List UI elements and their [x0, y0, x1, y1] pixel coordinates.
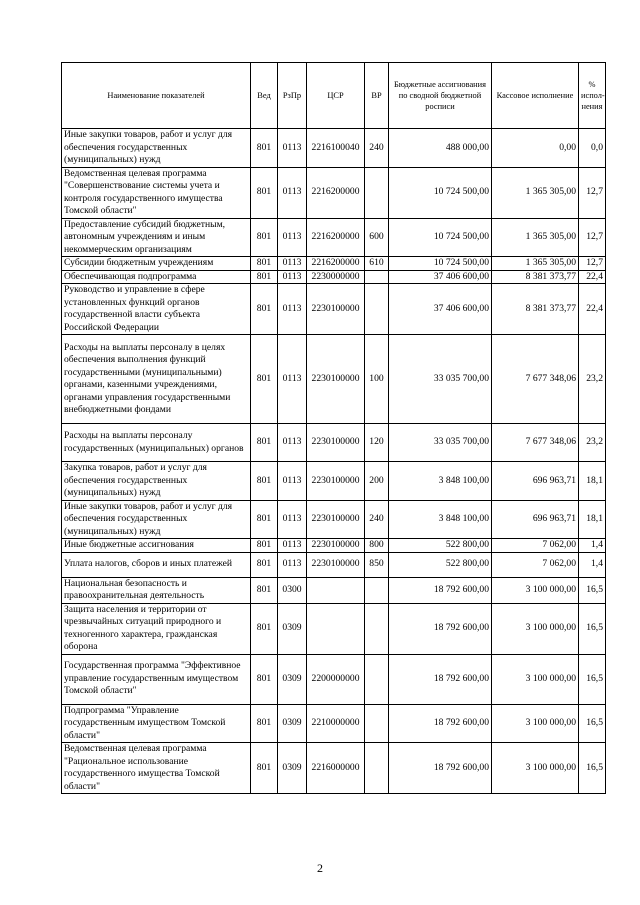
cell-ved: 801 — [251, 577, 278, 603]
header-budget: Бюджетные ассигнования по сводной бюджетной росписи — [389, 63, 492, 129]
cell-rzpr: 0113 — [278, 270, 307, 284]
cell-pct: 1,4 — [579, 552, 606, 577]
cell-vr — [365, 704, 389, 743]
cell-vr — [365, 743, 389, 794]
cell-csr: 2216200000 — [307, 257, 365, 271]
table-row — [62, 654, 606, 704]
cell-budget: 10 724 500,00 — [389, 218, 492, 257]
cell-vr: 800 — [365, 539, 389, 553]
cell-ved: 801 — [251, 552, 278, 577]
cell-cash: 7 062,00 — [492, 552, 579, 577]
cell-ved: 801 — [251, 129, 278, 168]
cell-name: Уплата налогов, сборов и иных платежей — [62, 552, 251, 577]
cell-vr: 100 — [365, 335, 389, 424]
cell-budget: 37 406 600,00 — [389, 284, 492, 335]
cell-name: Государственная программа "Эффективное управление государственным имуществом Томской области" — [62, 654, 251, 704]
cell-ved: 801 — [251, 284, 278, 335]
cell-name: Иные закупки товаров, работ и услуг для обеспечения государственных (муниципальных) нужд — [62, 129, 251, 168]
cell-name: Предоставление субсидий бюджетным, автономным учреждениям и иным некоммерческим организациям — [62, 218, 251, 257]
cell-budget: 33 035 700,00 — [389, 424, 492, 462]
cell-pct: 16,5 — [579, 704, 606, 743]
cell-name: Защита населения и территории от чрезвычайных ситуаций природного и техногенного характера, гражданская оборона — [62, 603, 251, 654]
header-cash: Кассовое исполнение — [492, 63, 579, 129]
cell-pct: 16,5 — [579, 603, 606, 654]
cell-cash: 3 100 000,00 — [492, 704, 579, 743]
cell-ved: 801 — [251, 167, 278, 218]
cell-vr: 610 — [365, 257, 389, 271]
cell-cash: 0,00 — [492, 129, 579, 168]
cell-vr — [365, 270, 389, 284]
cell-budget: 488 000,00 — [389, 129, 492, 168]
header-name: Наименование показателей — [62, 63, 251, 129]
table-row — [62, 218, 606, 257]
cell-rzpr: 0309 — [278, 704, 307, 743]
cell-cash: 7 062,00 — [492, 539, 579, 553]
cell-rzpr: 0113 — [278, 257, 307, 271]
cell-cash: 7 677 348,06 — [492, 335, 579, 424]
cell-budget: 18 792 600,00 — [389, 743, 492, 794]
cell-csr: 2230100000 — [307, 462, 365, 501]
table-row — [62, 462, 606, 501]
header-pct: % испол- нения — [579, 63, 606, 129]
cell-cash: 3 100 000,00 — [492, 577, 579, 603]
table-row — [62, 743, 606, 794]
table-row — [62, 335, 606, 424]
cell-csr: 2230100000 — [307, 539, 365, 553]
page-number: 2 — [317, 861, 323, 875]
cell-name: Субсидии бюджетным учреждениям — [62, 257, 251, 271]
cell-ved: 801 — [251, 704, 278, 743]
cell-vr: 240 — [365, 129, 389, 168]
table-row — [62, 167, 606, 218]
table-row — [62, 552, 606, 577]
cell-budget: 33 035 700,00 — [389, 335, 492, 424]
cell-ved: 801 — [251, 257, 278, 271]
cell-csr: 2200000000 — [307, 654, 365, 704]
cell-vr — [365, 284, 389, 335]
cell-csr: 2230000000 — [307, 270, 365, 284]
cell-budget: 10 724 500,00 — [389, 257, 492, 271]
table-row — [62, 603, 606, 654]
cell-vr — [365, 167, 389, 218]
cell-vr: 850 — [365, 552, 389, 577]
cell-vr — [365, 577, 389, 603]
cell-pct: 22,4 — [579, 270, 606, 284]
cell-pct: 12,7 — [579, 167, 606, 218]
cell-csr: 2216000000 — [307, 743, 365, 794]
cell-pct: 22,4 — [579, 284, 606, 335]
cell-csr: 2216200000 — [307, 218, 365, 257]
table-header-row — [62, 63, 606, 129]
cell-rzpr: 0113 — [278, 539, 307, 553]
cell-rzpr: 0113 — [278, 335, 307, 424]
table-row — [62, 424, 606, 462]
header-rzpr: РзПр — [278, 63, 307, 129]
cell-pct: 23,2 — [579, 335, 606, 424]
cell-cash: 1 365 305,00 — [492, 167, 579, 218]
cell-rzpr: 0309 — [278, 603, 307, 654]
cell-csr: 2216100040 — [307, 129, 365, 168]
cell-name: Закупка товаров, работ и услуг для обеспечения государственных (муниципальных) нужд — [62, 462, 251, 501]
cell-name: Иные закупки товаров, работ и услуг для обеспечения государственных (муниципальных) нужд — [62, 500, 251, 539]
cell-budget: 522 800,00 — [389, 552, 492, 577]
cell-pct: 12,7 — [579, 218, 606, 257]
table-body — [62, 129, 606, 794]
cell-csr — [307, 603, 365, 654]
header-csr: ЦСР — [307, 63, 365, 129]
table-row — [62, 129, 606, 168]
cell-pct: 1,4 — [579, 539, 606, 553]
cell-name: Ведомственная целевая программа "Совершенствование системы учета и контроля государственного имущества Томской области" — [62, 167, 251, 218]
cell-ved: 801 — [251, 500, 278, 539]
cell-ved: 801 — [251, 218, 278, 257]
cell-vr — [365, 654, 389, 704]
cell-rzpr: 0113 — [278, 500, 307, 539]
cell-pct: 23,2 — [579, 424, 606, 462]
cell-budget: 37 406 600,00 — [389, 270, 492, 284]
cell-ved: 801 — [251, 270, 278, 284]
cell-name: Ведомственная целевая программа "Рациональное использование государственного имущества Томской области" — [62, 743, 251, 794]
cell-vr: 240 — [365, 500, 389, 539]
cell-rzpr: 0113 — [278, 462, 307, 501]
cell-cash: 3 100 000,00 — [492, 743, 579, 794]
cell-pct: 12,7 — [579, 257, 606, 271]
cell-vr: 600 — [365, 218, 389, 257]
cell-pct: 16,5 — [579, 577, 606, 603]
cell-cash: 1 365 305,00 — [492, 257, 579, 271]
cell-vr: 120 — [365, 424, 389, 462]
cell-csr: 2216200000 — [307, 167, 365, 218]
cell-rzpr: 0309 — [278, 654, 307, 704]
cell-vr: 200 — [365, 462, 389, 501]
budget-execution-table — [61, 62, 606, 794]
table-row — [62, 539, 606, 553]
cell-pct: 16,5 — [579, 654, 606, 704]
cell-name: Расходы на выплаты персоналу государственных (муниципальных) органов — [62, 424, 251, 462]
cell-csr: 2230100000 — [307, 424, 365, 462]
cell-name: Расходы на выплаты персоналу в целях обеспечения выполнения функций государственными (муниципальными) органами, казенными учреждениями, органами управления государственными внебюджетными фондами — [62, 335, 251, 424]
cell-ved: 801 — [251, 335, 278, 424]
cell-pct: 18,1 — [579, 500, 606, 539]
cell-budget: 3 848 100,00 — [389, 462, 492, 501]
cell-cash: 696 963,71 — [492, 500, 579, 539]
cell-name: Руководство и управление в сфере установленных функций органов государственной власти субъекта Российской Федерации — [62, 284, 251, 335]
cell-budget: 10 724 500,00 — [389, 167, 492, 218]
cell-cash: 1 365 305,00 — [492, 218, 579, 257]
table-row — [62, 577, 606, 603]
cell-rzpr: 0309 — [278, 743, 307, 794]
cell-ved: 801 — [251, 603, 278, 654]
table-row — [62, 704, 606, 743]
cell-rzpr: 0113 — [278, 129, 307, 168]
table-row — [62, 257, 606, 271]
cell-rzpr: 0113 — [278, 424, 307, 462]
header-vr: ВР — [365, 63, 389, 129]
cell-ved: 801 — [251, 462, 278, 501]
cell-name: Подпрограмма "Управление государственным имуществом Томской области" — [62, 704, 251, 743]
cell-cash: 3 100 000,00 — [492, 603, 579, 654]
table-row — [62, 500, 606, 539]
table-row — [62, 270, 606, 284]
cell-cash: 696 963,71 — [492, 462, 579, 501]
cell-name: Национальная безопасность и правоохранительная деятельность — [62, 577, 251, 603]
cell-cash: 7 677 348,06 — [492, 424, 579, 462]
cell-cash: 8 381 373,77 — [492, 284, 579, 335]
cell-csr: 2230100000 — [307, 284, 365, 335]
cell-budget: 522 800,00 — [389, 539, 492, 553]
cell-rzpr: 0113 — [278, 218, 307, 257]
cell-ved: 801 — [251, 539, 278, 553]
cell-pct: 18,1 — [579, 462, 606, 501]
cell-pct: 16,5 — [579, 743, 606, 794]
cell-rzpr: 0113 — [278, 284, 307, 335]
cell-csr: 2210000000 — [307, 704, 365, 743]
cell-budget: 18 792 600,00 — [389, 603, 492, 654]
cell-ved: 801 — [251, 654, 278, 704]
cell-csr: 2230100000 — [307, 335, 365, 424]
cell-cash: 8 381 373,77 — [492, 270, 579, 284]
cell-name: Иные бюджетные ассигнования — [62, 539, 251, 553]
table-row — [62, 284, 606, 335]
cell-csr: 2230100000 — [307, 552, 365, 577]
cell-budget: 18 792 600,00 — [389, 654, 492, 704]
cell-csr — [307, 577, 365, 603]
cell-csr: 2230100000 — [307, 500, 365, 539]
cell-rzpr: 0300 — [278, 577, 307, 603]
cell-ved: 801 — [251, 424, 278, 462]
cell-name: Обеспечивающая подпрограмма — [62, 270, 251, 284]
cell-budget: 3 848 100,00 — [389, 500, 492, 539]
cell-rzpr: 0113 — [278, 552, 307, 577]
cell-ved: 801 — [251, 743, 278, 794]
header-ved: Вед — [251, 63, 278, 129]
cell-budget: 18 792 600,00 — [389, 577, 492, 603]
cell-cash: 3 100 000,00 — [492, 654, 579, 704]
cell-rzpr: 0113 — [278, 167, 307, 218]
cell-budget: 18 792 600,00 — [389, 704, 492, 743]
cell-vr — [365, 603, 389, 654]
cell-pct: 0,0 — [579, 129, 606, 168]
